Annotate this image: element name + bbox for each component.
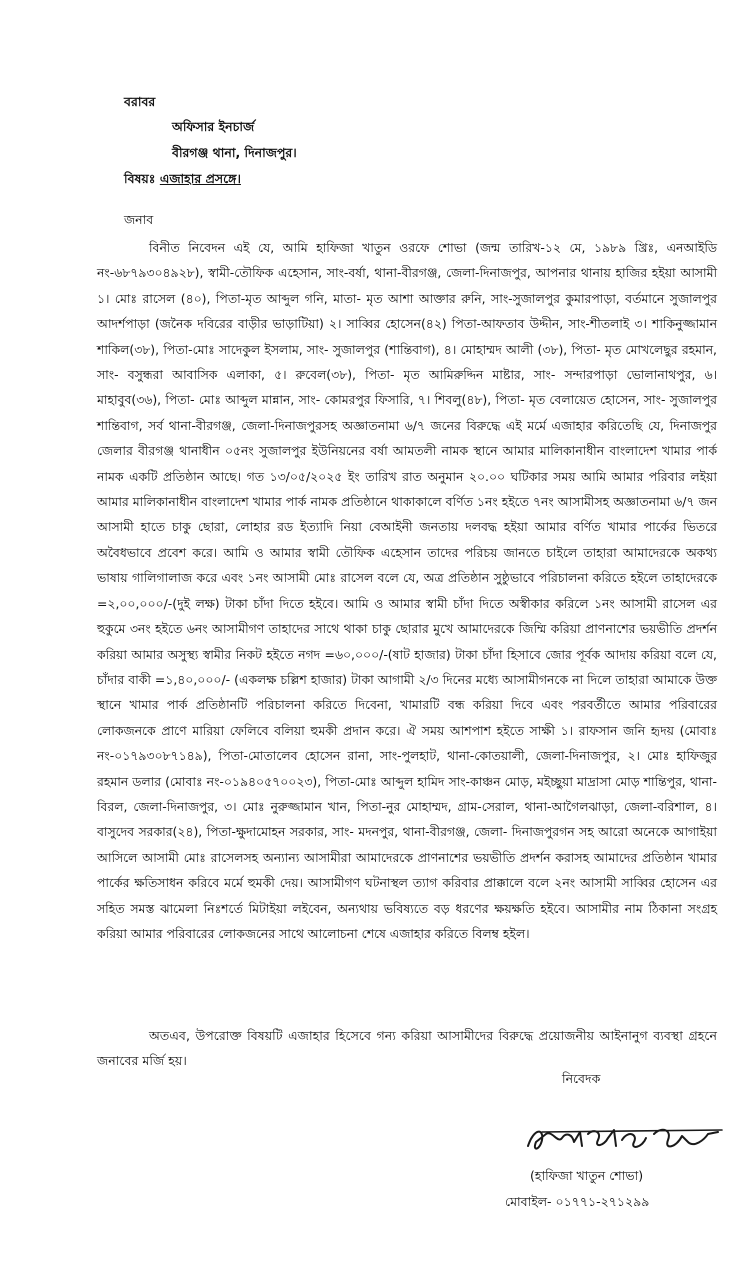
recipient-office: বীরগঞ্জ থানা, দিনাজপুর। — [172, 145, 297, 160]
salutation: জনাব — [124, 212, 154, 227]
signature-drawing — [522, 1120, 742, 1160]
applicant-mobile: মোবাইল- ০১৭৭১-২৭১২৯৯ — [505, 1194, 650, 1209]
handwritten-signature — [522, 1120, 742, 1160]
subject-line — [124, 171, 241, 187]
applicant-name: (হাফিজা খাতুন শোভা) — [530, 1168, 644, 1183]
letter-closing: অতএব, উপরোক্ত বিষয়টি এজাহার হিসেবে গন্য করিয়া আসামীদের বিরুদ্ধে প্রয়োজনীয় আইনানুগ ব্যবস্থা গ্রহনে জনাবের মর্জি হয়। — [97, 1028, 717, 1068]
applicant-label: নিবেদক — [562, 1071, 601, 1086]
addressee-label: বরাবর — [124, 94, 156, 109]
letter-body: বিনীত নিবেদন এই যে, আমি হাফিজা খাতুন ওরফে শোভা (জন্ম তারিখ-১২ মে, ১৯৮৯ খ্রিঃ, এনআইডি নং-৬৮৭৯৩০৪৯২৮), স্বামী-তৌফিক এহেসান, সাং-বর্ষা, থানা-বীরগঞ্জ, জেলা-দিনাজপুর, আপনার থানায় হাজির হইয়া আসামী ১। মোঃ রাসেল (৪০), পিতা-মৃত আব্দুল গনি, মাতা- মৃত আশা আক্তার রুনি, সাং-সুজালপুর কুমারপাড়া, বর্তমানে সুজালপুর আদর্শপাড়া (জনৈক দবিরের বাড়ীর ভাড়াটিয়া) ২। সাব্বির হোসেন(৪২) পিতা-আফতাব উদ্দীন, সাং-শীতলাই ৩। শাকিনুজ্জামান শাকিল(৩৮), পিতা-মোঃ সাদেকুল ইসলাম, সাং- সুজালপুর (শান্তিবাগ), ৪। মোহাম্মদ আলী (৩৮), পিতা- মৃত মোখলেছুর রহমান, সাং- বসুন্ধরা আবাসিক এলাকা, ৫। রুবেল(৩৮), পিতা- মৃত আমিরুদ্দিন মাষ্টার, সাং- সন্দারপাড়া ভোলানাথপুর, ৬। মাহাবুব(৩৬), পিতা- মোঃ আব্দুল মান্নান, সাং- কোমরপুর ফিসারি, ৭। শিবলু(৪৮), পিতা- মৃত বেলায়েত হোসেন, সাং- সুজালপুর শান্তিবাগ, সর্ব থানা-বীরগঞ্জ, জেলা-দিনাজপুরসহ অজ্ঞাতনামা ৬/৭ জনের বিরুদ্ধে এই মর্মে এজাহার করিতেছি যে, দিনাজপুর জেলার বীরগঞ্জ থানাধীন ০৫নং সুজালপুর ইউনিয়নের বর্ষা আমতলী নামক স্থানে আমার মালিকানাধীন বাংলাদেশ খামার পার্ক নামক একটি প্রতিষ্ঠান আছে। গত ১৩/০৫/২০২৫ ইং তারিখ রাত অনুমান ২০.০০ ঘটিকার সময় আমি আমার পরিবার লইয়া আমার মালিকানাধীন বাংলাদেশ খামার পার্ক নামক প্রতিষ্ঠানে থাকাকালে বর্ণিত ১নং হইতে ৭নং আসামীসহ অজ্ঞাতনামা ৬/৭ জন আসামী হাতে চাকু ছোরা, লোহার রড ইত্যাদি নিয়া বেআইনী জনতায় দলবদ্ধ হইয়া আমার বর্ণিত খামার পার্কের ভিতরে অবৈধভাবে প্রবেশ করে। আমি ও আমার স্বামী তৌফিক এহেসান তাদের পরিচয় জানতে চাইলে তাহারা আমাদেরকে অকথ্য ভাষায় গালিগালাজ করে এবং ১নং আসামী মোঃ রাসেল বলে যে, অত্র প্রতিষ্ঠান সুষ্ঠুভাবে পরিচালনা করিতে হইলে তাহাদেরকে =২,০০,০০০/-(দুই লক্ষ) টাকা চাঁদা দিতে হইবে। আমি ও আমার স্বামী চাঁদা দিতে অস্বীকার করিলে ১নং আসামী রাসেল এর হুকুমে ৩নং হইতে ৬নং আসামীগণ তাহাদের সাথে থাকা চাকু ছোরার মুখে আমাদেরকে জিম্মি করিয়া প্রাণনাশের ভয়ভীতি প্রদর্শন করিয়া আমার অসুস্থ্য স্বামীর নিকট হইতে নগদ =৬০,০০০/-(ষাট হাজার) টাকা চাঁদা হিসাবে জোর পূর্বক আদায় করিয়া বলে যে, চাঁদার বাকী =১,৪০,০০০/- (একলক্ষ চল্লিশ হাজার) টাকা আগামী ২/৩ দিনের মধ্যে আসামীগনকে না দিলে তাহারা আমাকে উক্ত স্থানে খামার পার্ক প্রতিষ্ঠানটি পরিচালনা করিতে দিবেনা, খামারটি বন্ধ করিয়া দিবে এবং পরবর্তীতে আমার পরিবারের লোকজনকে প্রাণে মারিয়া ফেলিবে বলিয়া হুমকী প্রদান করে। ঐ সময় আশপাশ হইতে সাক্ষী ১। রাফসান জনি হৃদয় (মোবাঃ নং-০১৭৯৩০৮৭১৪৯), পিতা-মোতালেব হোসেন রানা, সাং-পুলহাট, থানা-কোতয়ালী, জেলা-দিনাজপুর, ২। মোঃ হাফিজুর রহমান ডলার (মোবাঃ নং-০১৯৪০৫৭০০২৩), পিতা-মোঃ আব্দুল হামিদ সাং-কাঞ্চন মোড়, মইচ্ছুয়া মাদ্রাসা মোড় শান্তিপুর, থানা-বিরল, জেলা-দিনাজপুর, ৩। মোঃ নুরুজ্জামান খান, পিতা-নুর মোহাম্মদ, গ্রাম-সেরাল, থানা-আগৈলঝাড়া, জেলা-বরিশাল, ৪। বাসুদেব সরকার(২৪), পিতা-ক্ষুদামোহন সরকার, সাং- মদনপুর, থানা-বীরগঞ্জ, জেলা- দিনাজপুরগন সহ আরো অনেকে আগাইয়া আসিলে আসামী মোঃ রাসেলসহ অন্যান্য আসামীরা আমাদেরকে প্রাণনাশের ভয়ভীতি প্রদর্শন করাসহ আমাদের প্রতিষ্ঠান খামার পার্কের ক্ষতিসাধন করিবে মর্মে হুমকী দেয়। আসামীগণ ঘটনাস্থল ত্যাগ করিবার প্রাক্কালে বলে ২নং আসামী সাব্বির হোসেন এর সহিত সমস্ত ঝামেলা নিঃশর্তে মিটাইয়া লইবেন, অন্যথায় ভবিষ্যতে বড় ধরণের ক্ষয়ক্ষতি হইবে। আসামীর নাম ঠিকানা সংগ্রহ করিয়া আমার পরিবারের লোকজনের সাথে আলোচনা শেষে এজাহার করিতে বিলম্ব হইল। — [97, 240, 717, 941]
subject-text: এজাহার প্রসঙ্গে। — [159, 171, 241, 186]
recipient-title: অফিসার ইনচার্জ — [172, 119, 255, 134]
subject-label: বিষয়ঃ — [124, 171, 156, 186]
